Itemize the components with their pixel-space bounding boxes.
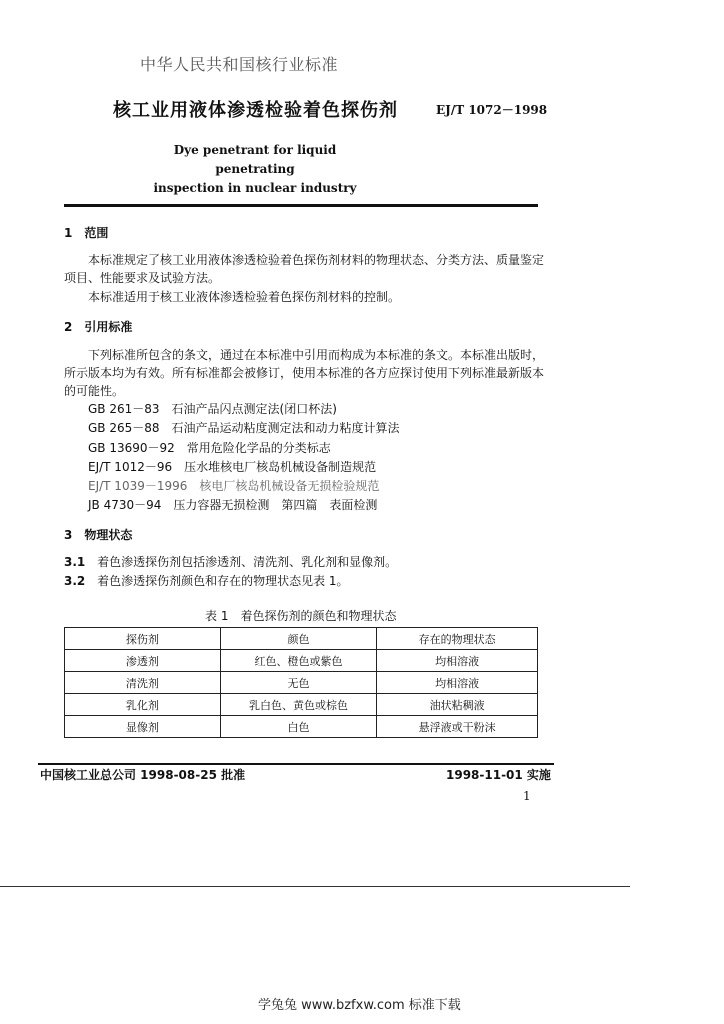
- download-watermark: 学兔兔 www.bzfxw.com 标准下载: [258, 998, 461, 1013]
- table-cell: 乳化剂: [65, 694, 221, 716]
- clause-3-2-number: 3.2: [64, 574, 86, 588]
- table-header-row: [65, 628, 538, 650]
- english-title-line-2: inspection in nuclear industry: [153, 181, 357, 195]
- section-2-paragraph-line-1: 下列标准所包含的条文，通过在本标准中引用而构成为本标准的条文。本标准出版时，: [88, 348, 545, 362]
- reference-standard: GB 13690－92 常用危险化学品的分类标志: [88, 441, 331, 455]
- clause-3-1: [64, 553, 397, 571]
- section-1-paragraph-1-line-2: 项目、性能要求及试验方法。: [64, 271, 221, 285]
- standard-code: EJ/T 1072－1998: [436, 103, 548, 117]
- section-2-paragraph-line-3: 的可能性。: [64, 384, 125, 398]
- table-row: [65, 672, 538, 694]
- standard-title: 核工业用液体渗透检验着色探伤剂: [113, 100, 398, 121]
- table-header-cell: 存在的物理状态: [377, 628, 538, 650]
- table-cell: 渗透剂: [65, 650, 221, 672]
- section-1-paragraph-1-line-1: 本标准规定了核工业用液体渗透检验着色探伤剂材料的物理状态、分类方法、质量鉴定: [88, 253, 545, 267]
- table-cell: 清洗剂: [65, 672, 221, 694]
- english-title-line-1: Dye penetrant for liquid penetrating: [173, 143, 337, 176]
- header-divider: [64, 204, 538, 207]
- effective-date: 1998-11-01 实施: [446, 768, 551, 782]
- table-row: [65, 694, 538, 716]
- table-1: [64, 627, 538, 738]
- table-1-caption: 表 1 着色探伤剂的颜色和物理状态: [205, 609, 397, 623]
- clause-3-1-number: 3.1: [64, 555, 86, 569]
- table-header-cell: 探伤剂: [65, 628, 221, 650]
- section-1-paragraph-2: 本标准适用于核工业液体渗透检验着色探伤剂材料的控制。: [88, 290, 401, 304]
- table-row: [65, 650, 538, 672]
- table-cell: 乳白色、黄色或棕色: [220, 694, 377, 716]
- table-cell: 白色: [220, 716, 377, 738]
- clause-3-1-text: 着色渗透探伤剂包括渗透剂、清洗剂、乳化剂和显像剂。: [97, 555, 398, 569]
- page-number: 1: [523, 789, 531, 803]
- reference-standard: EJ/T 1012－96 压水堆核电厂核岛机械设备制造规范: [88, 460, 377, 474]
- reference-standard: GB 261－83 石油产品闪点测定法(闭口杯法): [88, 402, 337, 416]
- section-1-heading: 1 范围: [64, 226, 109, 240]
- approval-statement: 中国核工业总公司 1998-08-25 批准: [40, 768, 246, 782]
- reference-standard: GB 265－88 石油产品运动粘度测定法和动力粘度计算法: [88, 421, 400, 435]
- issuing-authority: 中华人民共和国核行业标准: [140, 55, 339, 74]
- table-cell: 油状粘稠液: [377, 694, 538, 716]
- reference-standard: JB 4730－94 压力容器无损检测 第四篇 表面检测: [88, 498, 378, 512]
- reference-standard: EJ/T 1039－1996 核电厂核岛机械设备无损检验规范: [88, 479, 380, 493]
- table-header-cell: 颜色: [220, 628, 377, 650]
- section-3-heading: 3 物理状态: [64, 528, 133, 542]
- english-title: [150, 141, 360, 198]
- clause-3-2-text: 着色渗透探伤剂颜色和存在的物理状态见表 1。: [97, 574, 349, 588]
- table-cell: 红色、橙色或紫色: [220, 650, 377, 672]
- table-cell: 均相溶液: [377, 672, 538, 694]
- footer-divider: [38, 763, 554, 765]
- table-cell: 显像剂: [65, 716, 221, 738]
- table-cell: 均相溶液: [377, 650, 538, 672]
- table-row: [65, 716, 538, 738]
- section-2-heading: 2 引用标准: [64, 320, 133, 334]
- section-2-paragraph-line-2: 所示版本均为有效。所有标准都会被修订，使用本标准的各方应探讨使用下列标准最新版本: [64, 366, 545, 380]
- clause-3-2: [64, 572, 349, 590]
- table-cell: 无色: [220, 672, 377, 694]
- page-edge-rule: [0, 886, 630, 887]
- table-cell: 悬浮液或干粉沫: [377, 716, 538, 738]
